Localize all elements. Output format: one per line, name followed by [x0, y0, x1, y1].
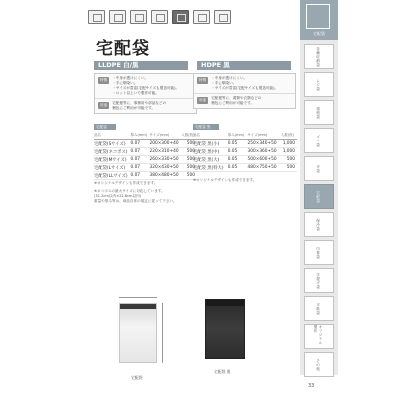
- usage-tag: 用途: [100, 103, 108, 107]
- side-tab-2[interactable]: [304, 100, 334, 125]
- cell-name: 宅配袋(Sサイズ): [94, 140, 130, 148]
- cell-size: 500×600+50: [248, 156, 281, 164]
- white-mailer-bag-image: [119, 303, 157, 363]
- hdpe-spec-table: [193, 133, 297, 172]
- lldpe-note: 重量や厚み等は、商品自体の規定に従って下さい。: [94, 199, 177, 203]
- column-header: サイズ(mm): [248, 133, 281, 140]
- cell-thickness: 0.05: [228, 140, 248, 148]
- side-tab-label: 保冷袋: [316, 218, 321, 231]
- cell-name: 宅配袋(Lサイズ): [94, 164, 130, 172]
- table-row: [94, 156, 197, 164]
- side-tab-4[interactable]: [304, 156, 334, 181]
- dimension-line: [119, 297, 157, 298]
- cell-name: 宅配袋 黒(小): [193, 140, 228, 148]
- cell-name: 宅配袋(ネコポス): [94, 148, 130, 156]
- side-tab-1[interactable]: [304, 72, 334, 97]
- cell-name: 宅配袋 黒(大): [193, 156, 228, 164]
- usage-line: 宅配便等に、事務用や部品などの: [112, 101, 167, 105]
- cell-size: 320×430+50: [150, 164, 182, 172]
- side-tab-label: 平袋: [316, 164, 321, 173]
- lldpe-feature-box: [94, 73, 197, 114]
- lldpe-note: ※ネコポスの最大サイズに対応しています。: [94, 189, 165, 193]
- cell-name: 宅配袋(LLサイズ): [94, 172, 130, 180]
- usage-line: 宅配便等に、書類や衣類などの: [211, 96, 262, 100]
- table-row: [193, 164, 297, 172]
- cell-quantity: 500: [181, 140, 197, 148]
- side-tab-0[interactable]: [304, 44, 334, 69]
- cell-thickness: 0.07: [130, 172, 149, 180]
- feature-line: ・手に馴染い。: [211, 81, 237, 85]
- side-tab-10[interactable]: [304, 324, 334, 349]
- table-row: [94, 148, 197, 156]
- cell-thickness: 0.05: [228, 164, 248, 172]
- hdpe-table-tab: 宅配袋 黒: [193, 124, 219, 130]
- cell-thickness: 0.07: [130, 140, 149, 148]
- feature-tag: 特徴: [100, 78, 108, 82]
- table-row: [94, 172, 197, 180]
- cell-size: 260×330+50: [150, 156, 182, 164]
- usage-tag: 用途: [199, 98, 207, 102]
- cell-thickness: 0.07: [130, 164, 149, 172]
- category-icon-strip: [88, 10, 231, 24]
- side-tab-label: 宅配袋: [316, 190, 321, 203]
- cell-quantity: 500: [181, 148, 197, 156]
- side-tab-3[interactable]: [304, 128, 334, 153]
- side-tab-label: ゴミ袋: [316, 134, 321, 147]
- bag-outline-icon: [306, 4, 330, 29]
- side-tab-9[interactable]: [304, 296, 334, 321]
- hdpe-usage-row: [194, 93, 295, 108]
- cell-size: 300×360+50: [248, 148, 281, 156]
- bag-seal-strip: [120, 304, 156, 309]
- side-tab-label: オリジナル製作: [314, 325, 323, 345]
- table-row: [193, 148, 297, 156]
- side-tab-label: その他: [316, 358, 321, 371]
- feature-line: ・サイズが豊富(宅配サイズも製造可能)。: [211, 86, 279, 90]
- side-tab-11[interactable]: [304, 352, 334, 377]
- side-tab-label: 規格袋: [316, 106, 321, 119]
- side-tab-label: 各種収納袋: [316, 46, 321, 67]
- print-icon: [214, 10, 231, 24]
- feature-line: ・中身が透けにくい。: [112, 76, 149, 80]
- table-row: [193, 156, 297, 164]
- white-bag-caption: 宅配袋: [131, 375, 143, 380]
- black-mailer-bag-image: [205, 299, 245, 359]
- cell-quantity: 500: [281, 164, 297, 172]
- usage-line: 梱包にご利用が可能です。: [112, 106, 156, 110]
- bag-seal-strip: [206, 300, 244, 306]
- lldpe-spec-table: [94, 133, 197, 180]
- lldpe-note: ※オリジナルデザインも作成できます。: [94, 181, 158, 185]
- document-icon: [172, 10, 189, 24]
- feature-line: ・ロット以上いで製作可能。: [112, 91, 159, 95]
- cell-size: 220×310+40: [150, 148, 182, 156]
- feature-tag: 特徴: [199, 78, 207, 82]
- side-tab-6[interactable]: [304, 212, 334, 237]
- side-tab-5-active[interactable]: [304, 184, 334, 209]
- feature-text: [112, 76, 179, 96]
- seal-icon: [151, 10, 168, 24]
- bag-icon: [88, 10, 105, 24]
- cell-thickness: 0.07: [130, 148, 149, 156]
- usage-line: 梱包にご利用が可能です。: [211, 101, 255, 105]
- cell-size: 200×300+40: [150, 140, 182, 148]
- lldpe-note: (31.2cm以内×22.8cm以内): [94, 194, 142, 198]
- column-header: 厚み(mm): [228, 133, 248, 140]
- black-bag-caption: 宅配袋 黒: [214, 369, 231, 374]
- side-tab-label: レジ袋: [316, 78, 321, 91]
- cell-name: 宅配袋(Mサイズ): [94, 156, 130, 164]
- table-row: [94, 164, 197, 172]
- column-header: 品名: [94, 133, 130, 140]
- lldpe-table-tab: 宅配袋: [94, 124, 116, 130]
- column-header: 入数(枚): [281, 133, 297, 140]
- cell-name: 宅配袋 黒(特大): [193, 164, 228, 172]
- side-tab-8[interactable]: [304, 268, 334, 293]
- hdpe-note: ※オリジナルデザインも作成できます。: [193, 178, 257, 182]
- hdpe-feature-row: [194, 74, 295, 93]
- cell-quantity: 500: [181, 172, 197, 180]
- column-header: 入数(枚): [181, 133, 197, 140]
- dimension-line: [162, 303, 163, 363]
- side-tab-label: 平紙袋: [316, 302, 321, 315]
- feature-line: ・サイズが豊富(宅配サイズも製造可能)。: [112, 86, 180, 90]
- cell-quantity: 500: [181, 164, 197, 172]
- side-nav-header-label: 宅配袋: [313, 31, 325, 36]
- cell-size: 250×340+50: [248, 140, 281, 148]
- feature-text: [211, 76, 278, 91]
- usage-text: [211, 96, 261, 106]
- cell-thickness: 0.07: [130, 156, 149, 164]
- package-icon: [130, 10, 147, 24]
- box-icon: [109, 10, 126, 24]
- cell-thickness: 0.05: [228, 148, 248, 156]
- cell-quantity: 500: [181, 156, 197, 164]
- tape-icon: [193, 10, 210, 24]
- column-header: 厚み(mm): [130, 133, 149, 140]
- cell-thickness: 0.05: [228, 156, 248, 164]
- table-row: [94, 140, 197, 148]
- column-header: サイズ(mm): [150, 133, 182, 140]
- lldpe-usage-row: [95, 98, 196, 113]
- page-title: 宅配袋: [96, 39, 150, 59]
- page-number: 33: [308, 383, 315, 389]
- side-tab-7[interactable]: [304, 240, 334, 265]
- cell-quantity: 1,000: [282, 141, 295, 146]
- feature-line: ・中身が透けにくい。: [211, 76, 248, 80]
- hdpe-section-heading: HDPE 黒: [197, 61, 291, 70]
- hdpe-feature-box: [193, 73, 296, 109]
- cell-size: 380×480+50: [150, 172, 182, 180]
- lldpe-section-heading: LLDPE 白/黒: [94, 61, 188, 70]
- cell-quantity: 1,000: [282, 149, 295, 154]
- side-tab-label: 巾着袋: [316, 246, 321, 259]
- side-tab-label: 手提げ袋: [316, 272, 321, 289]
- table-row: [193, 140, 297, 148]
- cell-size: 480×750+50: [248, 164, 281, 172]
- column-header: 品名: [193, 133, 228, 140]
- feature-line: ・手に馴染い。: [112, 81, 138, 85]
- usage-text: [112, 101, 166, 111]
- cell-name: 宅配袋 黒(中): [193, 148, 228, 156]
- cell-quantity: 500: [281, 156, 297, 164]
- lldpe-feature-row: [95, 74, 196, 98]
